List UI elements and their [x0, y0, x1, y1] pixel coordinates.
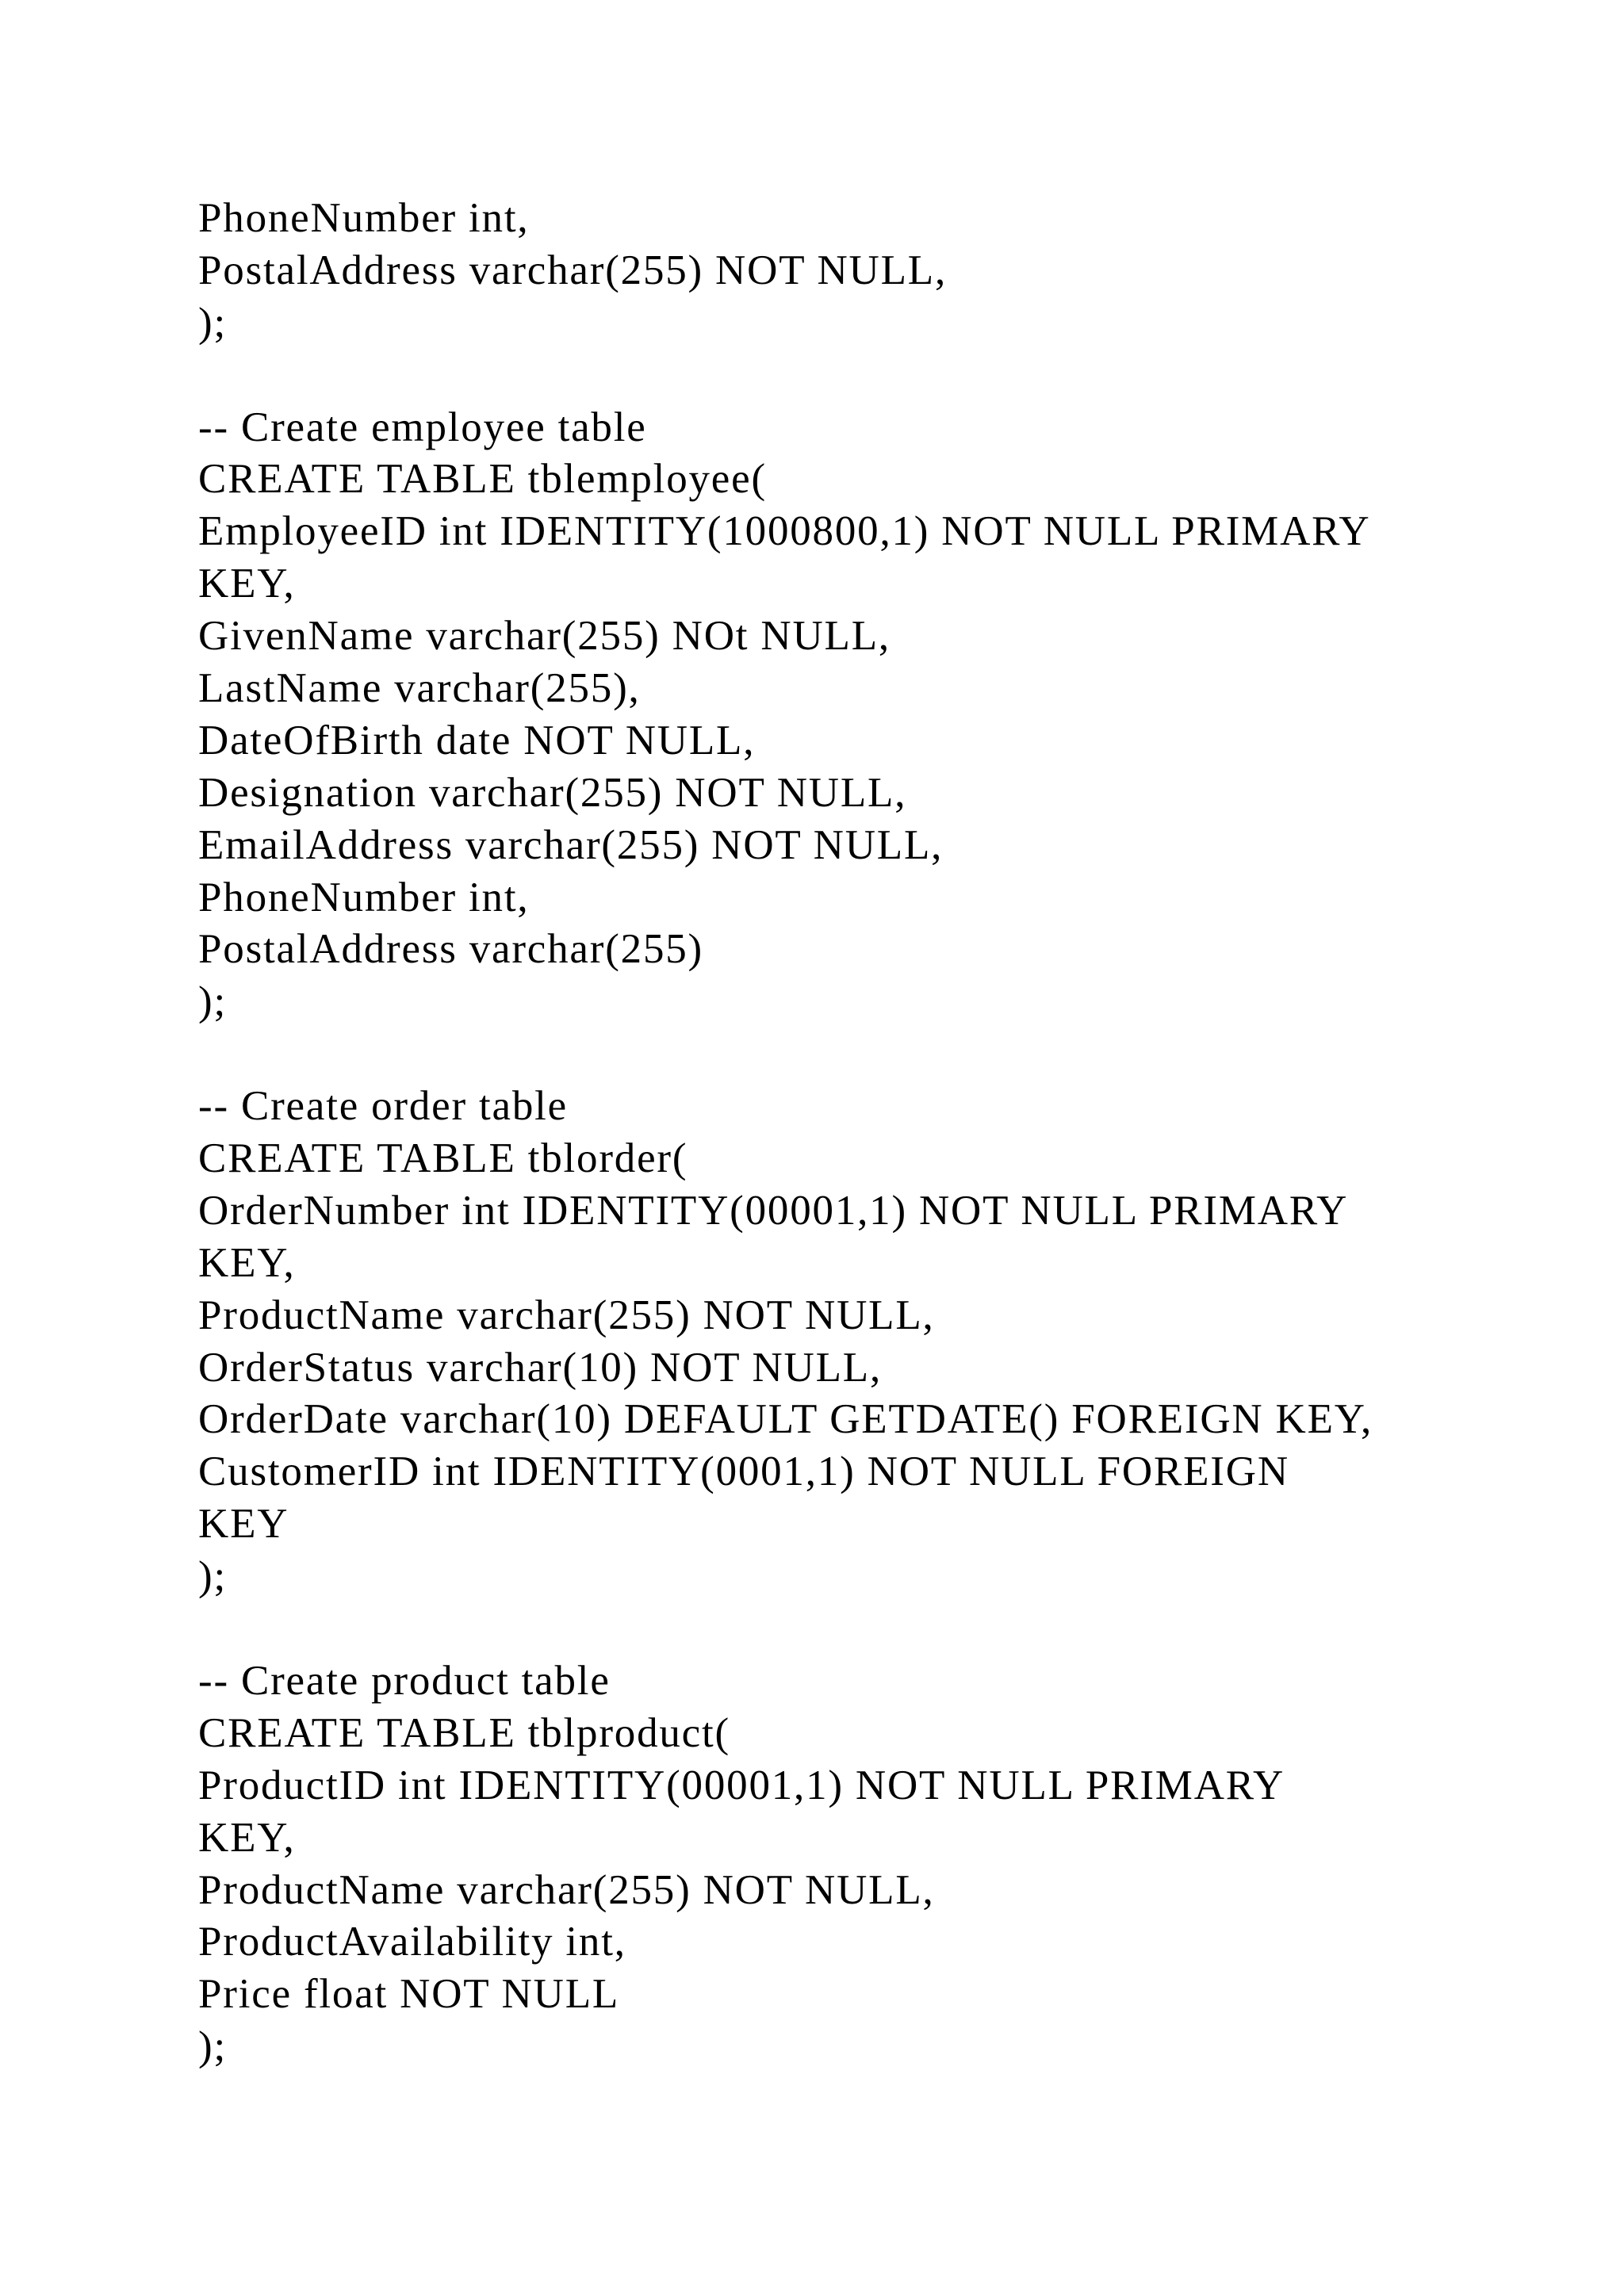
column-definition: Price float NOT NULL	[198, 1971, 620, 2018]
statement-end: );	[198, 1553, 227, 1600]
create-table-statement: CREATE TABLE tblorder(	[198, 1135, 688, 1182]
product-table-block	[198, 1655, 1546, 2073]
text-line: PostalAddress varchar(255) NOT NULL,	[198, 247, 948, 293]
blank-line	[198, 1603, 1546, 1655]
column-definition: OrderStatus varchar(10) NOT NULL,	[198, 1344, 883, 1391]
sql-comment: -- Create employee table	[198, 404, 647, 450]
intro-block	[198, 193, 1546, 350]
sql-comment: -- Create product table	[198, 1657, 611, 1704]
statement-end: );	[198, 978, 227, 1025]
column-definition: ProductAvailability int,	[198, 1919, 626, 1965]
column-definition: OrderDate varchar(10) DEFAULT GETDATE() FOREIGN KEY,	[198, 1396, 1373, 1443]
column-definition: LastName varchar(255),	[198, 665, 641, 712]
column-definition: ProductName varchar(255) NOT NULL,	[198, 1866, 935, 1913]
column-definition: ProductID int IDENTITY(00001,1) NOT NULL PRIMARY	[198, 1762, 1285, 1808]
column-definition: PostalAddress varchar(255)	[198, 926, 703, 973]
create-table-statement: CREATE TABLE tblemployee(	[198, 456, 767, 503]
blank-line	[198, 350, 1546, 402]
create-table-statement: CREATE TABLE tblproduct(	[198, 1709, 730, 1756]
blank-line	[198, 1028, 1546, 1081]
column-definition: EmailAddress varchar(255) NOT NULL,	[198, 821, 944, 868]
column-definition: KEY,	[198, 1239, 296, 1286]
sql-text-body	[198, 193, 1546, 2073]
column-definition: EmployeeID int IDENTITY(1000800,1) NOT NULL PRIMARY	[198, 508, 1371, 555]
text-line: PhoneNumber int,	[198, 195, 530, 241]
column-definition: PhoneNumber int,	[198, 874, 530, 920]
column-definition: CustomerID int IDENTITY(0001,1) NOT NULL FOREIGN	[198, 1448, 1289, 1495]
column-definition: KEY,	[198, 1814, 296, 1861]
text-line: );	[198, 299, 227, 346]
column-definition: Designation varchar(255) NOT NULL,	[198, 769, 907, 816]
column-definition: ProductName varchar(255) NOT NULL,	[198, 1292, 935, 1338]
sql-comment: -- Create order table	[198, 1083, 568, 1130]
order-table-block	[198, 1081, 1546, 1603]
employee-table-block	[198, 402, 1546, 1029]
column-definition: KEY,	[198, 561, 296, 607]
column-definition: OrderNumber int IDENTITY(00001,1) NOT NULL PRIMARY	[198, 1187, 1349, 1234]
column-definition: KEY	[198, 1501, 289, 1548]
column-definition: DateOfBirth date NOT NULL,	[198, 717, 756, 763]
column-definition: GivenName varchar(255) NOt NULL,	[198, 613, 891, 660]
statement-end: );	[198, 2023, 227, 2070]
